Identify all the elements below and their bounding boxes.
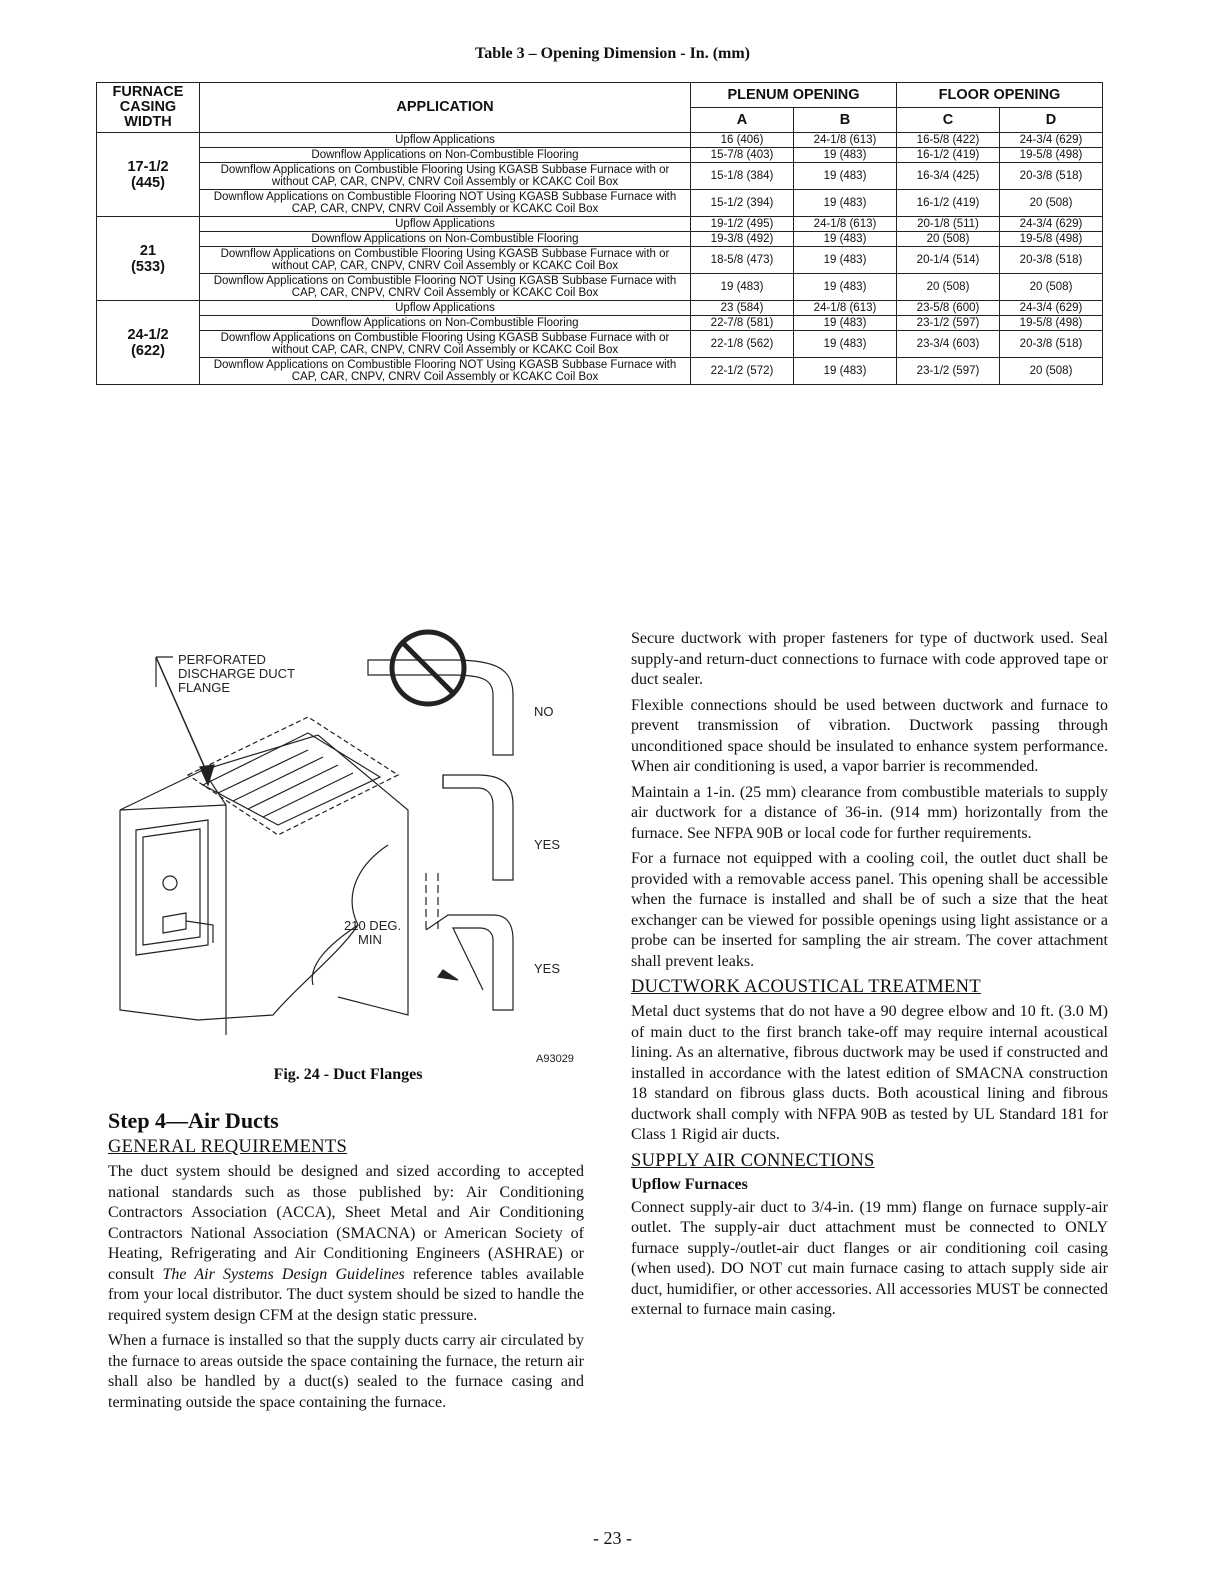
dimension-cell-d: 24-3/4 (629): [1000, 217, 1103, 232]
dimension-cell-d: 20-3/8 (518): [1000, 247, 1103, 274]
label-no: NO: [534, 704, 554, 719]
duct-flanges-figure: [108, 625, 588, 1065]
dimension-cell-b: 24-1/8 (613): [794, 133, 897, 148]
dimension-cell-b: 19 (483): [794, 232, 897, 247]
dimension-cell-a: 18-5/8 (473): [691, 247, 794, 274]
table-row: [97, 217, 1103, 232]
upflow-furnaces-heading: Upflow Furnaces: [631, 1175, 748, 1193]
application-cell: Upflow Applications: [200, 301, 691, 316]
application-cell: Downflow Applications on Non-Combustible Flooring: [200, 232, 691, 247]
dimension-cell-d: 20 (508): [1000, 358, 1103, 385]
dimension-cell-b: 19 (483): [794, 316, 897, 331]
dimension-cell-a: 15-7/8 (403): [691, 148, 794, 163]
dimension-cell-a: 22-1/8 (562): [691, 331, 794, 358]
casing-width-in: 24-1/2: [127, 326, 169, 343]
yes-flange-1: [443, 775, 513, 880]
table-row: [97, 232, 1103, 247]
dimension-cell-c: 20 (508): [897, 232, 1000, 247]
dimension-cell-b: 19 (483): [794, 247, 897, 274]
table-row: [97, 163, 1103, 190]
dimension-cell-a: 19 (483): [691, 274, 794, 301]
step-heading: Step 4—Air Ducts: [108, 1108, 279, 1133]
header-floor-opening: FLOOR OPENING: [897, 83, 1103, 108]
dimension-cell-d: 19-5/8 (498): [1000, 316, 1103, 331]
header-b: B: [794, 108, 897, 133]
dimension-cell-c: 16-3/4 (425): [897, 163, 1000, 190]
dimension-cell-c: 23-3/4 (603): [897, 331, 1000, 358]
no-flange: [368, 660, 513, 755]
application-cell: Downflow Applications on Combustible Flooring Using KGASB Subbase Furnace with or without CAP, CAR, CNPV, CNRV Coil Assembly or KCAKC Coil Box: [200, 331, 691, 358]
opening-dimension-table: [96, 82, 1103, 385]
paragraph: Flexible connections should be used between ductwork and furnace to prevent transmission of vibration. Ductwork passing through unconditioned space should be insulated to enhance system performance. When air conditioning is used, a vapor barrier is recommended.: [631, 696, 1108, 775]
casing-width-mm: (533): [131, 258, 165, 275]
figure-caption: Fig. 24 - Duct Flanges: [273, 1066, 423, 1083]
paragraph: When a furnace is installed so that the supply ducts carry air circulated by the furnace to areas outside the space containing the furnace, the return air shall also be handled by a duct(s) sealed to the furnace casing and terminating outside the space containing the furnace.: [108, 1332, 584, 1411]
general-requirements-heading: GENERAL REQUIREMENTS: [108, 1137, 348, 1157]
dimension-cell-b: 19 (483): [794, 163, 897, 190]
dimension-cell-a: 19-1/2 (495): [691, 217, 794, 232]
dimension-cell-c: 20-1/4 (514): [897, 247, 1000, 274]
dimension-cell-a: 22-1/2 (572): [691, 358, 794, 385]
application-cell: Downflow Applications on Combustible Flooring NOT Using KGASB Subbase Furnace with CAP, CAR, CNPV, CNRV Coil Assembly or KCAKC Coil Box: [200, 190, 691, 217]
dimension-cell-d: 20-3/8 (518): [1000, 331, 1103, 358]
dimension-cell-a: 19-3/8 (492): [691, 232, 794, 247]
dimension-cell-d: 19-5/8 (498): [1000, 148, 1103, 163]
dimension-cell-d: 24-3/4 (629): [1000, 301, 1103, 316]
header-a: A: [691, 108, 794, 133]
casing-width-in: 17-1/2: [127, 158, 169, 175]
label-yes-1: YES: [534, 837, 561, 852]
label-deg-1: 210 DEG.: [344, 918, 402, 933]
header-c: C: [897, 108, 1000, 133]
dimension-cell-d: 24-3/4 (629): [1000, 133, 1103, 148]
dimension-cell-c: 23-5/8 (600): [897, 301, 1000, 316]
label-flange-3: FLANGE: [178, 680, 231, 695]
paragraph: For a furnace not equipped with a cooling coil, the outlet duct shall be provided with a removable access panel. This opening shall be accessible when the furnace is installed and shall be of such a size that the heat exchanger can be viewed for possible openings using light assistance or a probe can be inserted for sampling the air stream. The cover attachment shall prevent leaks.: [631, 850, 1108, 970]
paragraph: Metal duct systems that do not have a 90 degree elbow and 10 ft. (3.0 M) of main duct to the first branch take-off may require internal acoustical lining. As an alternative, fibrous ductwork may be used if constructed and installed in accordance with the latest edition of SMACNA construction 18 standard on fibrous glass ducts. Both acoustical lining and fibrous ductwork shall comply with NFPA 90B as tested by UL Standard 181 for Class 1 Rigid air ducts.: [631, 1003, 1108, 1143]
dimension-cell-a: 23 (584): [691, 301, 794, 316]
table-row: [97, 274, 1103, 301]
dimension-cell-d: 20 (508): [1000, 190, 1103, 217]
dimension-cell-d: 19-5/8 (498): [1000, 232, 1103, 247]
casing-width-cell: [97, 217, 200, 301]
application-cell: Upflow Applications: [200, 217, 691, 232]
application-cell: Downflow Applications on Combustible Flooring Using KGASB Subbase Furnace with or without CAP, CAR, CNPV, CNRV Coil Assembly or KCAKC Coil Box: [200, 247, 691, 274]
dimension-cell-d: 20-3/8 (518): [1000, 163, 1103, 190]
casing-width-mm: (622): [131, 342, 165, 359]
application-cell: Downflow Applications on Combustible Flooring NOT Using KGASB Subbase Furnace with CAP, CAR, CNPV, CNRV Coil Assembly or KCAKC Coil Box: [200, 358, 691, 385]
table-row: [97, 331, 1103, 358]
dimension-cell-c: 20-1/8 (511): [897, 217, 1000, 232]
casing-width-mm: (445): [131, 174, 165, 191]
duct-flanges-diagram: [108, 625, 588, 1065]
dimension-cell-a: 16 (406): [691, 133, 794, 148]
label-deg-2: MIN: [358, 932, 382, 947]
application-cell: Upflow Applications: [200, 133, 691, 148]
header-plenum-opening: PLENUM OPENING: [691, 83, 897, 108]
dimension-cell-b: 19 (483): [794, 148, 897, 163]
yes-flange-2: [426, 915, 513, 1010]
table-row: [97, 190, 1103, 217]
dimension-cell-c: 16-1/2 (419): [897, 148, 1000, 163]
dimension-cell-a: 22-7/8 (581): [691, 316, 794, 331]
paragraph: Secure ductwork with proper fasteners for type of ductwork used. Seal supply-and return-duct connections to furnace with code approved tape or duct sealer.: [631, 630, 1108, 688]
label-yes-2: YES: [534, 961, 561, 976]
dimension-cell-b: 19 (483): [794, 190, 897, 217]
application-cell: Downflow Applications on Combustible Flooring NOT Using KGASB Subbase Furnace with CAP, CAR, CNPV, CNRV Coil Assembly or KCAKC Coil Box: [200, 274, 691, 301]
application-cell: Downflow Applications on Combustible Flooring Using KGASB Subbase Furnace with or without CAP, CAR, CNPV, CNRV Coil Assembly or KCAKC Coil Box: [200, 163, 691, 190]
table-row: [97, 358, 1103, 385]
table-row: [97, 301, 1103, 316]
table-row: [97, 148, 1103, 163]
application-cell: Downflow Applications on Non-Combustible Flooring: [200, 316, 691, 331]
page-number: - 23 -: [593, 1528, 632, 1548]
paragraph: Maintain a 1-in. (25 mm) clearance from combustible materials to supply air ductwork for a distance of 36-in. (914 mm) horizontally from the furnace. See NFPA 90B or local code for further requirements.: [631, 783, 1108, 842]
paragraph: The duct system should be designed and sized according to accepted national standards such as those published by: Air Conditioning Contractors Association (ACCA), Sheet Metal and Air Conditioning Contractors National Association (SMACNA) or American Society of Heating, Refrigerating and Air Conditioning Engineers (ASHRAE) or consult The Air Systems Design Guidelines reference tables available from your local distributor. The duct system should be sized to handle the required system design CFM at the design static pressure.: [108, 1163, 584, 1324]
dimension-cell-b: 24-1/8 (613): [794, 301, 897, 316]
dimension-cell-a: 15-1/2 (394): [691, 190, 794, 217]
table-row: [97, 316, 1103, 331]
dimension-cell-d: 20 (508): [1000, 274, 1103, 301]
dimension-cell-b: 19 (483): [794, 274, 897, 301]
casing-width-in: 21: [139, 242, 157, 259]
dimension-cell-c: 16-5/8 (422): [897, 133, 1000, 148]
dimension-cell-b: 24-1/8 (613): [794, 217, 897, 232]
table-row: [97, 133, 1103, 148]
left-column: [108, 1108, 584, 1418]
dimension-cell-c: 23-1/2 (597): [897, 316, 1000, 331]
dimension-cell-c: 16-1/2 (419): [897, 190, 1000, 217]
label-flange-1: PERFORATED: [178, 652, 266, 667]
header-application: APPLICATION: [200, 83, 691, 133]
dimension-cell-c: 23-1/2 (597): [897, 358, 1000, 385]
figure-code: A93029: [536, 1053, 574, 1065]
label-flange-2: DISCHARGE DUCT: [178, 666, 296, 681]
casing-width-cell: [97, 133, 200, 217]
casing-width-cell: [97, 301, 200, 385]
table-title: Table 3 – Opening Dimension - In. (mm): [475, 45, 750, 62]
application-cell: Downflow Applications on Non-Combustible Flooring: [200, 148, 691, 163]
supply-air-connections-heading: SUPPLY AIR CONNECTIONS: [631, 1150, 875, 1171]
header-casing-width: FURNACE CASING WIDTH: [97, 83, 200, 133]
right-column: [631, 629, 1108, 1326]
acoustical-treatment-heading: DUCTWORK ACOUSTICAL TREATMENT: [631, 977, 981, 997]
dimension-cell-b: 19 (483): [794, 358, 897, 385]
header-d: D: [1000, 108, 1103, 133]
table-row: [97, 247, 1103, 274]
paragraph: Connect supply-air duct to 3/4-in. (19 mm) flange on furnace supply-air outlet. The supply-air duct attachment must be connected to ONLY furnace supply-/outlet-air duct flanges or air conditioning coil casing (when used). DO NOT cut main furnace casing to attach supply side air duct, humidifier, or other accessories. All accessories MUST be connected external to furnace main casing.: [631, 1198, 1108, 1318]
furnace-outline: [120, 735, 408, 1015]
dimension-cell-a: 15-1/8 (384): [691, 163, 794, 190]
dimension-cell-c: 20 (508): [897, 274, 1000, 301]
dimension-cell-b: 19 (483): [794, 331, 897, 358]
